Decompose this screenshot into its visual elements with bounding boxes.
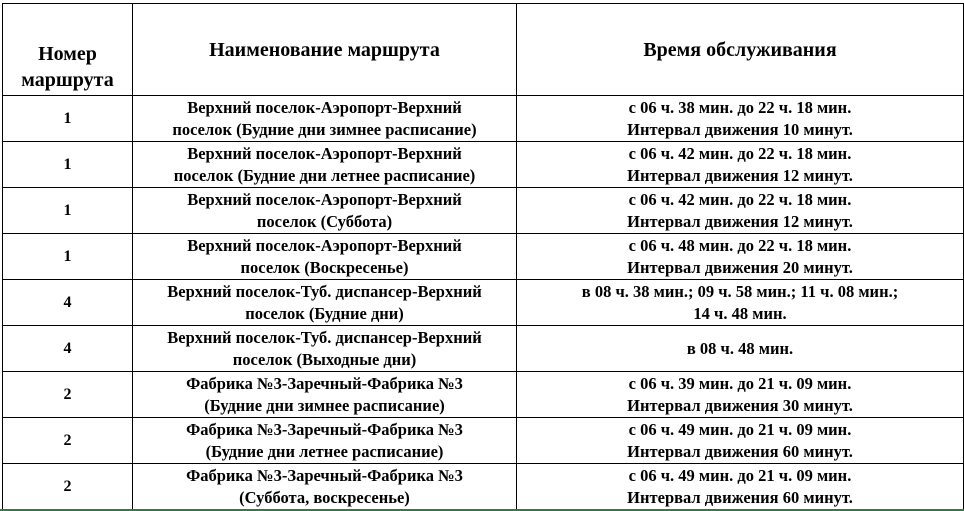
route-name-name-line2: (Будние дни летнее расписание) — [205, 441, 444, 461]
route-name-name-line1: Верхний поселок-Аэропорт-Верхний — [187, 189, 462, 209]
table-row — [3, 234, 964, 280]
route-name-name-line2: поселок (Будние дни зимнее расписание) — [172, 119, 477, 139]
service-time-time-line1: с 06 ч. 48 мин. до 22 ч. 18 мин. — [628, 235, 852, 255]
service-time-cell — [517, 234, 964, 280]
header-route-number — [3, 4, 133, 96]
route-name-name-line1: Фабрика №3-Заречный-Фабрика №3 — [186, 419, 463, 439]
service-time-cell — [517, 188, 964, 234]
service-time-time-line2: Интервал движения 20 минут. — [627, 257, 853, 277]
table-row — [3, 142, 964, 188]
route-name-name-line2: поселок (Выходные дни) — [232, 349, 417, 369]
route-name-name-line1: Фабрика №3-Заречный-Фабрика №3 — [186, 373, 463, 393]
table-row — [3, 372, 964, 418]
route-number-cell: 2 — [3, 418, 133, 464]
route-number-cell: 2 — [3, 464, 133, 510]
table-row — [3, 96, 964, 142]
route-number-cell: 4 — [3, 280, 133, 326]
route-name-name-line1: Верхний поселок-Туб. диспансер-Верхний — [167, 281, 482, 301]
service-time-time-line1: с 06 ч. 42 мин. до 22 ч. 18 мин. — [628, 189, 852, 209]
service-time-time-line1: с 06 ч. 38 мин. до 22 ч. 18 мин. — [628, 97, 852, 117]
route-number-cell: 1 — [3, 142, 133, 188]
service-time-time-line2: Интервал движения 60 минут. — [627, 487, 853, 507]
route-name-cell — [133, 142, 517, 188]
table-header-row — [3, 4, 964, 96]
route-number-cell: 4 — [3, 326, 133, 372]
route-name-name-line2: поселок (Будние дни) — [245, 303, 404, 323]
service-time-cell — [517, 142, 964, 188]
route-name-cell — [133, 372, 517, 418]
service-time-time-line2: Интервал движения 60 минут. — [627, 441, 853, 461]
route-name-cell — [133, 326, 517, 372]
service-time-cell — [517, 280, 964, 326]
route-name-name-line2: поселок (Будние дни летнее расписание) — [173, 165, 476, 185]
route-name-cell — [133, 418, 517, 464]
service-time-time-line2: 14 ч. 48 мин. — [693, 303, 787, 323]
service-time-cell — [517, 372, 964, 418]
table-row — [3, 418, 964, 464]
route-name-name-line2: поселок (Суббота) — [256, 211, 393, 231]
route-name-cell — [133, 188, 517, 234]
service-time-time-line1: с 06 ч. 39 мин. до 21 ч. 09 мин. — [628, 373, 852, 393]
service-time-time-line1: с 06 ч. 49 мин. до 21 ч. 09 мин. — [628, 419, 852, 439]
route-number-cell: 2 — [3, 372, 133, 418]
route-name-name-line2: (Будние дни зимнее расписание) — [204, 395, 445, 415]
table-row — [3, 280, 964, 326]
header-route-number-line1: Номер — [38, 43, 97, 65]
route-schedule-table — [2, 3, 964, 510]
service-time-time-line2: Интервал движения 12 минут. — [627, 211, 853, 231]
service-time-cell — [517, 96, 964, 142]
service-time-time-line2: Интервал движения 30 минут. — [627, 395, 853, 415]
route-name-cell — [133, 96, 517, 142]
route-name-name-line1: Верхний поселок-Аэропорт-Верхний — [187, 235, 462, 255]
route-name-name-line1: Верхний поселок-Туб. диспансер-Верхний — [167, 327, 482, 347]
header-route-number-line2: маршрута — [21, 69, 114, 91]
table-body — [3, 96, 964, 510]
table-row — [3, 326, 964, 372]
service-time-time-line1: в 08 ч. 48 мин. — [686, 338, 794, 358]
service-time-cell — [517, 326, 964, 372]
route-number-cell: 1 — [3, 188, 133, 234]
header-route-name: Наименование маршрута — [133, 4, 517, 96]
service-time-time-line2: Интервал движения 12 минут. — [627, 165, 853, 185]
service-time-time-line2: Интервал движения 10 минут. — [627, 119, 853, 139]
route-number-cell: 1 — [3, 234, 133, 280]
service-time-time-line1: с 06 ч. 42 мин. до 22 ч. 18 мин. — [628, 143, 852, 163]
route-name-cell — [133, 234, 517, 280]
route-name-name-line2: (Суббота, воскресенье) — [239, 487, 410, 507]
service-time-cell — [517, 418, 964, 464]
service-time-time-line1: с 06 ч. 49 мин. до 21 ч. 09 мин. — [628, 465, 852, 485]
route-name-name-line2: поселок (Воскресенье) — [240, 257, 409, 277]
header-service-time: Время обслуживания — [517, 4, 964, 96]
table-row — [3, 464, 964, 510]
route-name-cell — [133, 280, 517, 326]
route-name-name-line1: Фабрика №3-Заречный-Фабрика №3 — [186, 465, 463, 485]
route-name-name-line1: Верхний поселок-Аэропорт-Верхний — [187, 143, 462, 163]
table-row — [3, 188, 964, 234]
service-time-cell — [517, 464, 964, 510]
route-number-cell: 1 — [3, 96, 133, 142]
route-name-cell — [133, 464, 517, 510]
route-name-name-line1: Верхний поселок-Аэропорт-Верхний — [187, 97, 462, 117]
service-time-time-line1: в 08 ч. 38 мин.; 09 ч. 58 мин.; 11 ч. 08 мин.; — [581, 281, 899, 301]
